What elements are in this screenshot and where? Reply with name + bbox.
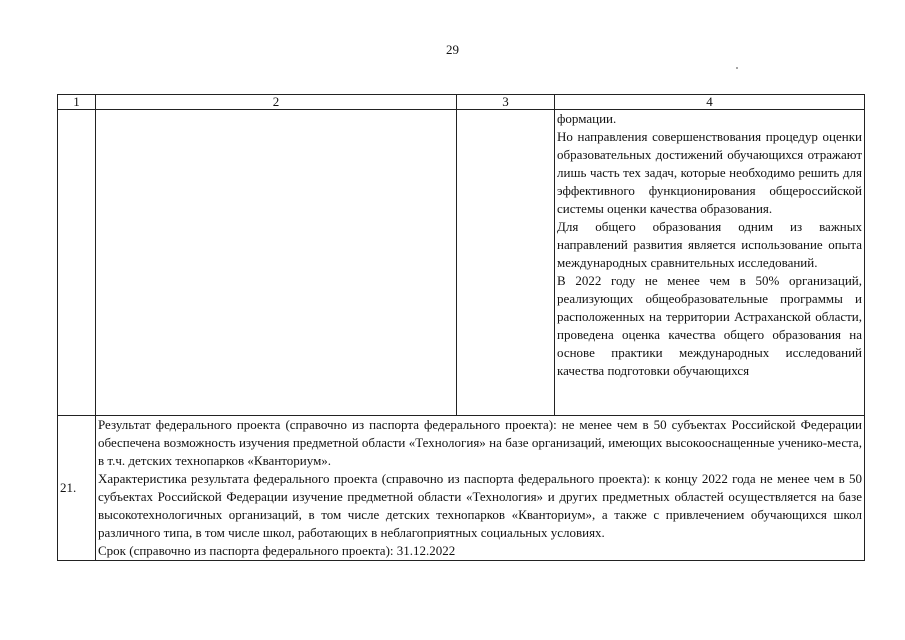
cell-project-result bbox=[96, 416, 865, 561]
document-table bbox=[57, 94, 865, 561]
table-header-row bbox=[58, 95, 865, 110]
cell-empty-3 bbox=[457, 110, 555, 416]
header-cell-2: 2 bbox=[96, 95, 457, 110]
row-number: 21. bbox=[58, 416, 96, 561]
table-row-21 bbox=[58, 416, 865, 561]
paragraph: формации. bbox=[557, 111, 617, 126]
cell-empty-2 bbox=[96, 110, 457, 416]
header-cell-3: 3 bbox=[457, 95, 555, 110]
table-row-continued bbox=[58, 110, 865, 416]
paragraph: В 2022 году не менее чем в 50% организаций, реализующих общеобразовательные программы и расположенных на территории Астраханской области, проведена оценка качества общего образования на основе практики международных исследований качества подготовки обучающихся bbox=[557, 273, 862, 378]
cell-description bbox=[555, 110, 865, 416]
paragraph: Срок (справочно из паспорта федерального проекта): 31.12.2022 bbox=[98, 543, 456, 558]
cell-empty-1 bbox=[58, 110, 96, 416]
scan-speck bbox=[736, 67, 738, 69]
paragraph: Но направления совершенствования процедур оценки образовательных достижений обучающихся отражают лишь часть тех задач, которые необходимо решить для эффективного функционирования общероссийской системы оценки качества образования. bbox=[557, 129, 862, 216]
paragraph: Характеристика результата федерального проекта (справочно из паспорта федерального проекта): к концу 2022 года не менее чем в 50 субъектах Российской Федерации изучение предметной области «Технология» и других предметных областей осуществляется на базе высокотехнологичных организаций, в том числе детских технопарков «Кванториум», а также с привлечением обучающихся школ различного типа, в том числе школ, работающих в неблагоприятных социальных условиях. bbox=[98, 471, 862, 540]
page-number: 29 bbox=[446, 42, 459, 57]
header-cell-1: 1 bbox=[58, 95, 96, 110]
paragraph: Для общего образования одним из важных направлений развития является использование опыта международных сравнительных исследований. bbox=[557, 219, 862, 270]
header-cell-4: 4 bbox=[555, 95, 865, 110]
paragraph: Результат федерального проекта (справочно из паспорта федерального проекта): не менее чем в 50 субъектах Российской Федерации обеспечена возможность изучения предметной области «Технология» на базе организаций, имеющих высокооснащенные ученико-места, в т.ч. детских технопарков «Кванториум». bbox=[98, 417, 862, 468]
